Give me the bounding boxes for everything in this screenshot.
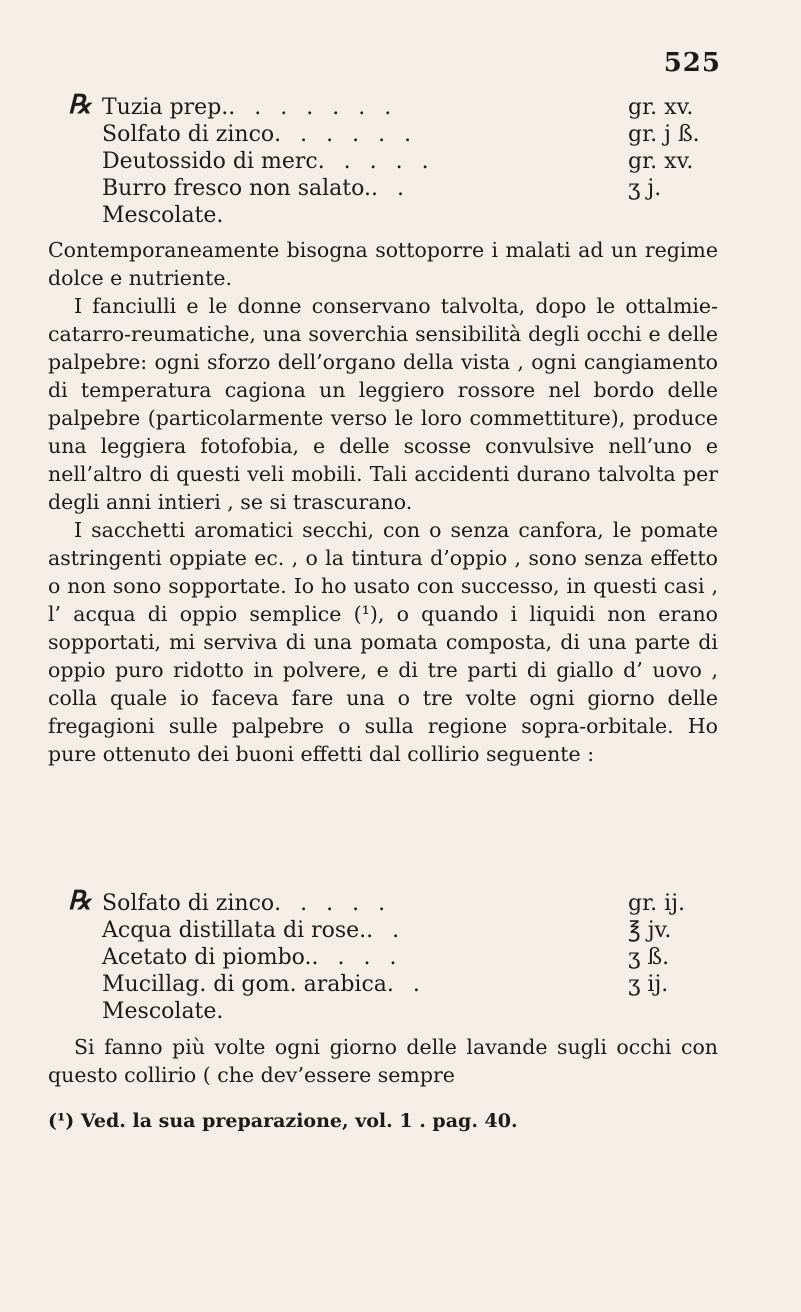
leader-dots: . . . . . . .: [228, 95, 398, 120]
leader-dots: . .: [370, 176, 410, 201]
dose: ʒ ij.: [628, 972, 669, 997]
paragraph: Contemporaneamente bisogna sottoporre i malati ad un regime dolce e nutriente.: [48, 238, 718, 290]
prescription-row: [98, 944, 738, 971]
prescription-row: [98, 148, 738, 175]
prescription-row: [98, 890, 738, 917]
leader-dots: . . . . .: [274, 891, 392, 916]
prescription-closing: Mescolate.: [102, 203, 224, 228]
prescription-1: [68, 90, 738, 229]
dose: ℥ jv.: [628, 918, 672, 943]
prescription-row: [98, 175, 738, 202]
dose: ʒ ß.: [628, 945, 670, 970]
leader-dots: . .: [386, 972, 426, 997]
dose: gr. xv.: [628, 149, 694, 174]
prescription-row: [98, 917, 738, 944]
ingredient: Tuzia prep.: [102, 95, 229, 120]
recipe-symbol-icon: ℞: [68, 90, 92, 120]
ingredient: Solfato di zinco: [102, 122, 275, 147]
leader-dots: . . . . . .: [274, 122, 418, 147]
footnote: (¹) Ved. la sua preparazione, vol. 1 . pag. 40.: [48, 1110, 518, 1132]
ingredient: Burro fresco non salato.: [102, 176, 371, 201]
dose: ʒ j.: [628, 176, 662, 201]
prescription-row: [98, 971, 738, 998]
paragraph: I sacchetti aromatici secchi, con o senza canfora, le pomate astringenti oppiate ec. , o la tintura d’oppio , sono senza effetto o non sono sopportate. Io ho usato con successo, in questi casi , l’ acqua di oppio semplice (¹), o quando i liquidi non erano sopportati, mi serviva di una pomata composta, di una parte di oppio puro ridotto in polvere, e di tre parti di giallo d’ uovo , colla quale io faceva fare una o tre volte ogni giorno delle fregagioni sulle palpebre o sulla regione sopra-orbitale. Ho pure ottenuto dei buoni effetti dal collirio seguente :: [48, 518, 718, 766]
prescription-row: [98, 121, 738, 148]
leader-dots: . .: [366, 918, 406, 943]
prescription-row: [98, 94, 738, 121]
prescription-2: [68, 886, 738, 1025]
leader-dots: . . . . .: [317, 149, 435, 174]
ingredient: Acetato di piombo.: [102, 945, 312, 970]
ingredient: Acqua distillata di rose.: [102, 918, 367, 943]
body-text-section-2: [48, 1033, 718, 1089]
ingredient: Mucillag. di gom. arabica: [102, 972, 387, 997]
dose: gr. j ß.: [628, 122, 700, 147]
dose: gr. xv.: [628, 95, 694, 120]
page-number: 525: [663, 48, 721, 78]
leader-dots: . . . .: [311, 945, 403, 970]
ingredient: Solfato di zinco: [102, 891, 275, 916]
body-text-section-1: [48, 236, 718, 768]
dose: gr. ij.: [628, 891, 686, 916]
prescription-closing: Mescolate.: [102, 999, 224, 1024]
paragraph: Si fanno più volte ogni giorno delle lavande sugli occhi con questo collirio ( che dev’essere sempre: [48, 1035, 718, 1087]
paragraph: I fanciulli e le donne conservano talvolta, dopo le ottalmie-catarro-reumatiche, una soverchia sensibilità degli occhi e delle palpebre: ogni sforzo dell’organo della vista , ogni cangiamento di temperatura cagiona un leggiero rossore nel bordo delle palpebre (particolarmente verso le loro commettiture), produce una leggiera fotofobia, e delle scosse convulsive nell’uno e nell’altro di questi veli mobili. Tali accidenti durano talvolta per degli anni intieri , se si trascurano.: [48, 294, 718, 514]
ingredient: Deutossido di merc: [102, 149, 318, 174]
recipe-symbol-icon: ℞: [68, 886, 92, 916]
